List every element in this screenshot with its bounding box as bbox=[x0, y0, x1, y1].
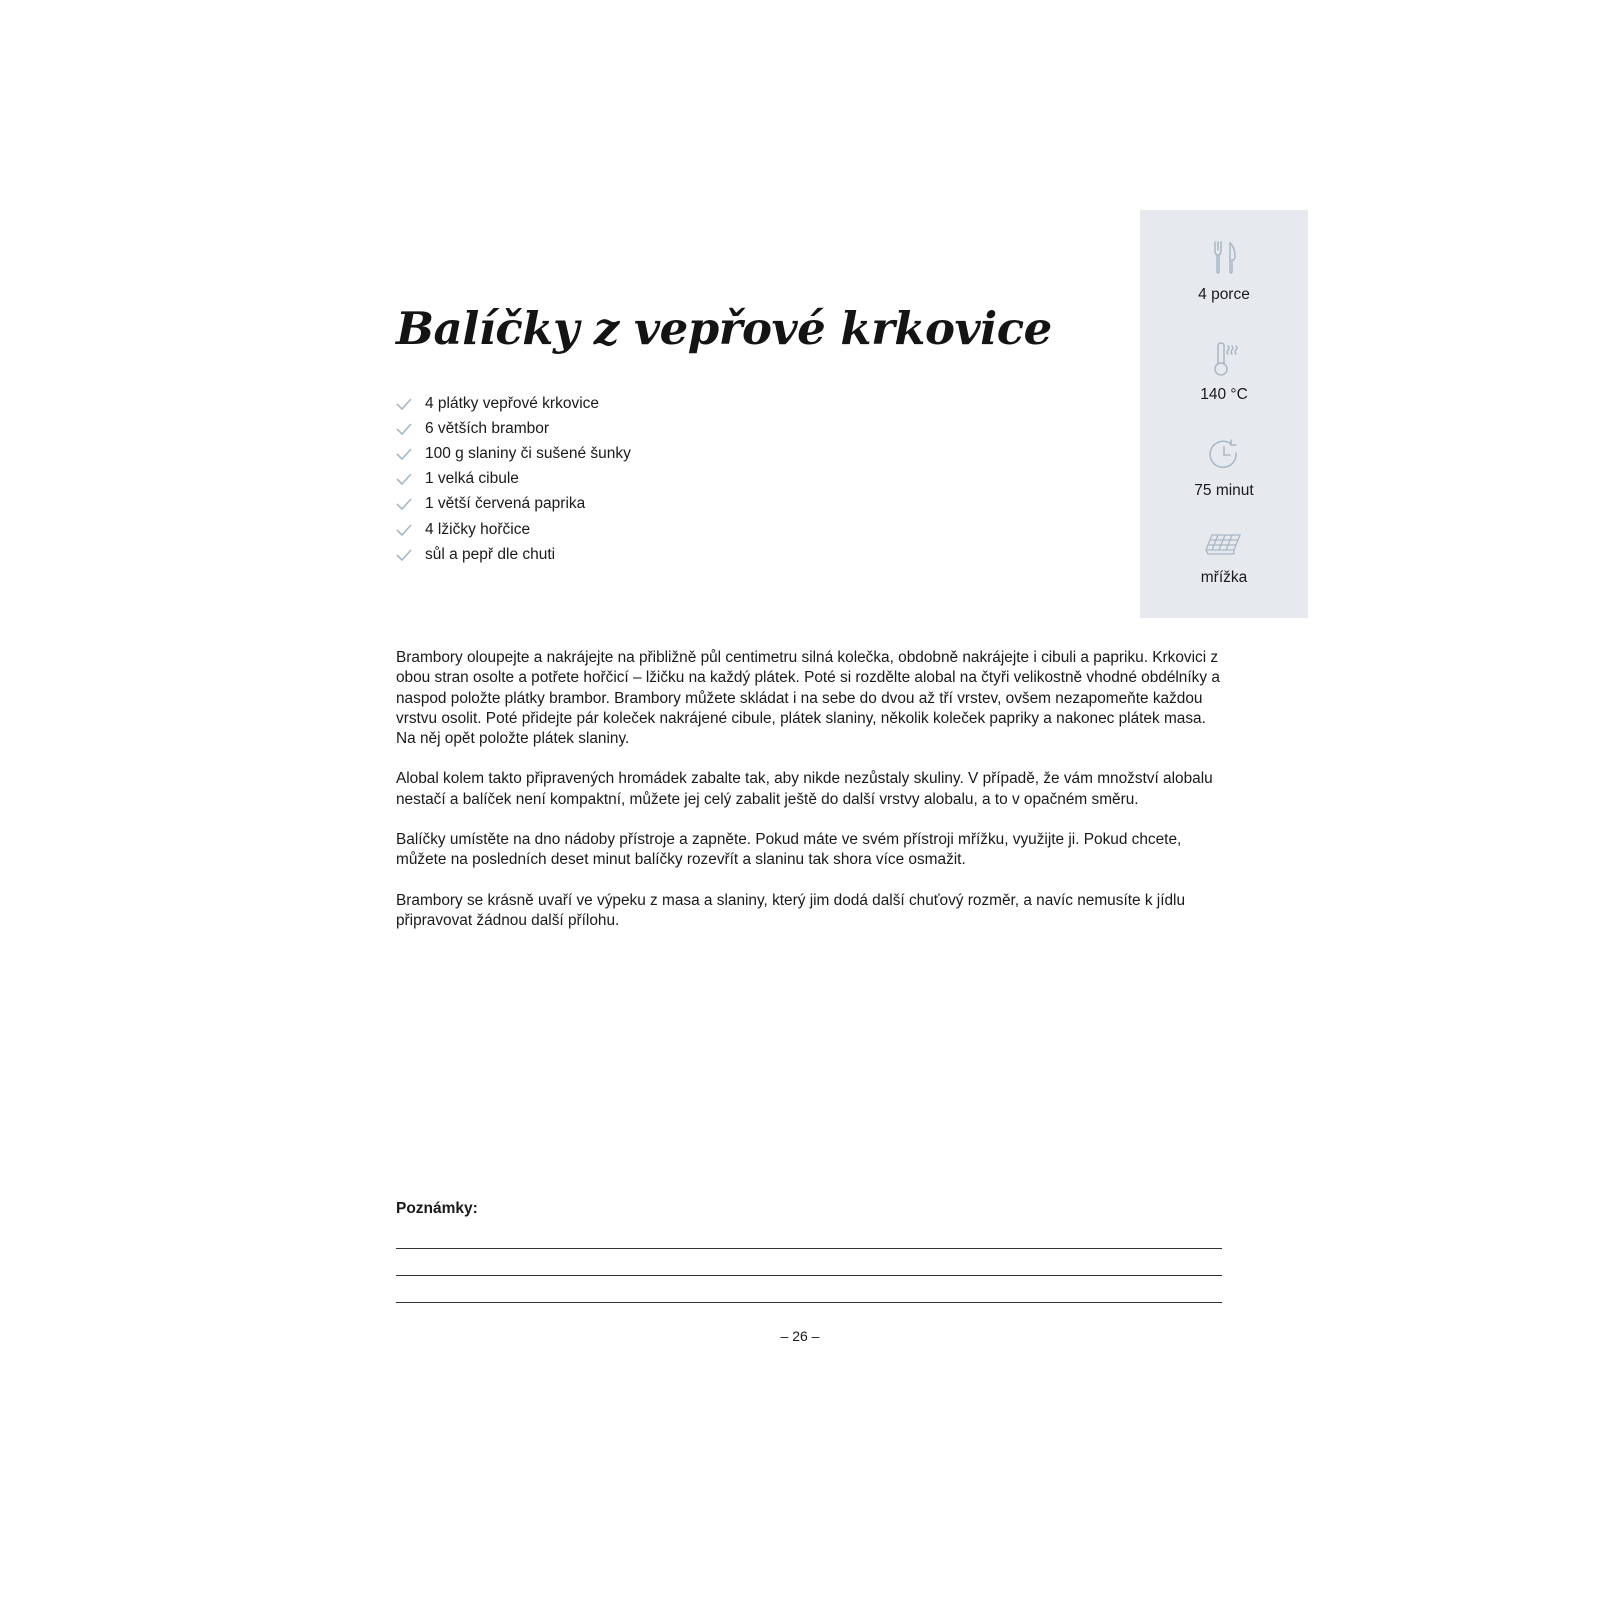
check-icon bbox=[396, 423, 412, 435]
ingredient-label: 4 lžičky hořčice bbox=[425, 520, 531, 538]
ingredient-item bbox=[396, 467, 631, 492]
ingredient-item bbox=[396, 542, 631, 567]
page-number: – 26 – bbox=[780, 1328, 820, 1344]
instructions bbox=[396, 648, 1226, 951]
recipe-info-panel bbox=[1140, 210, 1308, 618]
note-line bbox=[396, 1275, 1222, 1276]
instruction-paragraph: Brambory oloupejte a nakrájejte na přibližně půl centimetru silná kolečka, obdobně nakrájejte i cibuli a papriku. Krkovici z obou stran osolte a potřete hořčicí – lžičku na každý plátek. Poté si rozdělte alobal na čtyři velikostně vhodné obdélníky a naspod položte plátky brambor. Brambory můžete skládat i na sebe do dvou až tří vrstev, ovšem nezapomeňte každou vrstvu osolit. Poté přidejte pár koleček nakrájené cibule, plátek slaniny, několik koleček papriky a nakonec plátek masa. Na něj opět položte plátek slaniny. bbox=[396, 649, 1220, 748]
ingredient-item bbox=[396, 492, 631, 517]
check-icon bbox=[396, 473, 412, 485]
ingredient-label: 1 větší červená paprika bbox=[425, 495, 586, 513]
thermometer-icon bbox=[1204, 342, 1244, 376]
ingredient-label: 4 plátky vepřové krkovice bbox=[425, 394, 600, 412]
page-title: Balíčky z vepřové krkovice bbox=[396, 302, 1052, 355]
notes-label: Poznámky: bbox=[396, 1200, 478, 1217]
grill-grate-icon bbox=[1202, 532, 1246, 558]
ingredient-label: 1 velká cibule bbox=[425, 470, 519, 488]
info-accessory bbox=[1140, 532, 1308, 587]
check-icon bbox=[396, 498, 412, 510]
instruction-paragraph: Alobal kolem takto připravených hromádek zabalte tak, aby nikde nezůstaly skuliny. V případě, že vám množství alobalu nestačí a balíček není kompaktní, můžete jej celý zabalit ještě do další vrstvy alobalu, a to v opačném směru. bbox=[396, 770, 1213, 808]
ingredient-item bbox=[396, 391, 631, 416]
info-portions bbox=[1140, 240, 1308, 304]
time-label: 75 minut bbox=[1194, 482, 1254, 499]
ingredient-item bbox=[396, 517, 631, 542]
check-icon bbox=[396, 524, 412, 536]
temperature-label: 140 °C bbox=[1200, 386, 1248, 403]
check-icon bbox=[396, 549, 412, 561]
info-time bbox=[1140, 438, 1308, 500]
ingredient-item bbox=[396, 416, 631, 441]
check-icon bbox=[396, 448, 412, 460]
portions-label: 4 porce bbox=[1198, 286, 1250, 303]
ingredient-label: 100 g slaniny či sušené šunky bbox=[425, 444, 631, 462]
ingredient-label: 6 větších brambor bbox=[425, 419, 550, 437]
fork-knife-icon bbox=[1204, 240, 1244, 276]
ingredient-list bbox=[396, 391, 631, 567]
note-line bbox=[396, 1248, 1222, 1249]
info-temperature bbox=[1140, 342, 1308, 404]
instruction-paragraph: Brambory se krásně uvaří ve výpeku z masa a slaniny, který jim dodá další chuťový rozměr, a navíc nemusíte k jídlu připravovat žádnou další přílohu. bbox=[396, 891, 1186, 929]
ingredient-item bbox=[396, 441, 631, 466]
accessory-label: mřížka bbox=[1200, 569, 1248, 586]
instruction-paragraph: Balíčky umístěte na dno nádoby přístroje a zapněte. Pokud máte ve svém přístroji mřížku, využijte ji. Pokud chcete, můžete na posledních deset minut balíčky rozevřít a slaninu tak shora více osmažit. bbox=[396, 831, 1182, 869]
clock-icon bbox=[1204, 438, 1244, 472]
check-icon bbox=[396, 398, 412, 410]
ingredient-label: sůl a pepř dle chuti bbox=[425, 545, 556, 563]
note-line bbox=[396, 1302, 1222, 1303]
